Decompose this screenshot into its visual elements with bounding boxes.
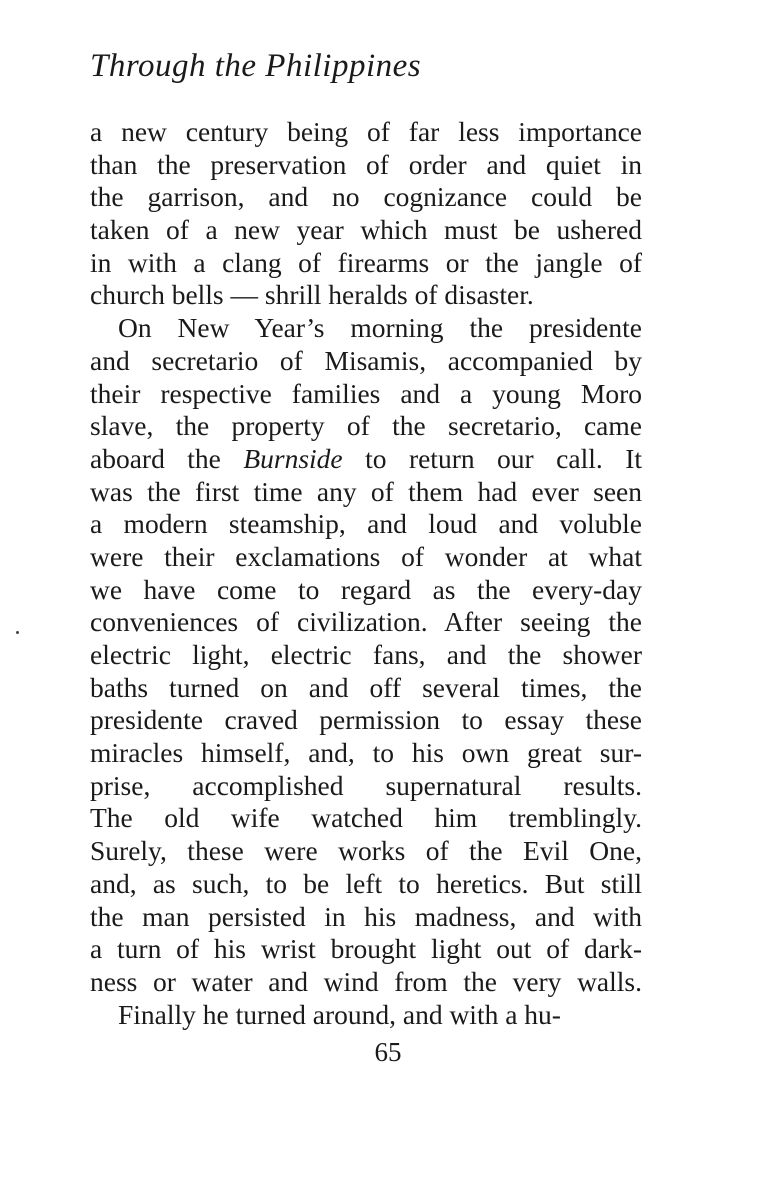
paragraph-start-line: On New Year’s morning the presidente: [118, 312, 642, 344]
text-line: church bells — shrill heralds of disaster.: [90, 279, 534, 311]
running-title: Through the Philippines: [90, 48, 422, 84]
text-fragment: to return our call. It: [342, 442, 642, 474]
text-line-with-ship-name: [90, 443, 642, 476]
text-line: taken of a new year which must be ushered: [90, 214, 642, 246]
text-line: were their exclamations of wonder at what: [90, 540, 642, 572]
text-line: prise, accomplished supernatural results.: [90, 769, 642, 801]
text-line: miracles himself, and, to his own great sur-: [90, 737, 642, 769]
text-line: the man persisted in his madness, and with: [90, 900, 642, 932]
text-line: The old wife watched him tremblingly.: [90, 802, 642, 834]
text-line: baths turned on and off several times, the: [90, 671, 642, 703]
text-line: and secretario of Misamis, accompanied by: [90, 344, 642, 376]
paragraph-start-line: Finally he turned around, and with a hu-: [118, 998, 561, 1030]
text-line: was the first time any of them had ever seen: [90, 475, 642, 507]
text-line: a modern steamship, and loud and voluble: [90, 508, 642, 540]
text-line: Surely, these were works of the Evil One,: [90, 835, 642, 867]
text-line: the garrison, and no cognizance could be: [90, 181, 642, 213]
body-text: [90, 116, 642, 1031]
text-line: than the preservation of order and quiet in: [90, 148, 642, 180]
text-line: conveniences of civilization. After seeing the: [90, 606, 642, 638]
text-line: a turn of his wrist brought light out of dark-: [90, 933, 642, 965]
text-line: we have come to regard as the every-day: [90, 573, 642, 605]
page-number: [0, 1037, 776, 1068]
text-line: ness or water and wind from the very walls.: [90, 965, 642, 997]
page-number-text: 65: [374, 1037, 402, 1067]
text-line: a new century being of far less importance: [90, 116, 642, 147]
text-line: their respective families and a young Moro: [90, 377, 642, 409]
text-line: and, as such, to be left to heretics. But still: [90, 867, 642, 899]
print-speck: [16, 631, 19, 634]
text-line: presidente craved permission to essay these: [90, 704, 642, 736]
text-fragment: aboard the: [90, 442, 244, 474]
text-line: in with a clang of firearms or the jangle of: [90, 246, 642, 278]
text-line: slave, the property of the secretario, came: [90, 410, 642, 442]
ship-name: Burnside: [243, 442, 343, 474]
text-line: electric light, electric fans, and the shower: [90, 639, 642, 670]
